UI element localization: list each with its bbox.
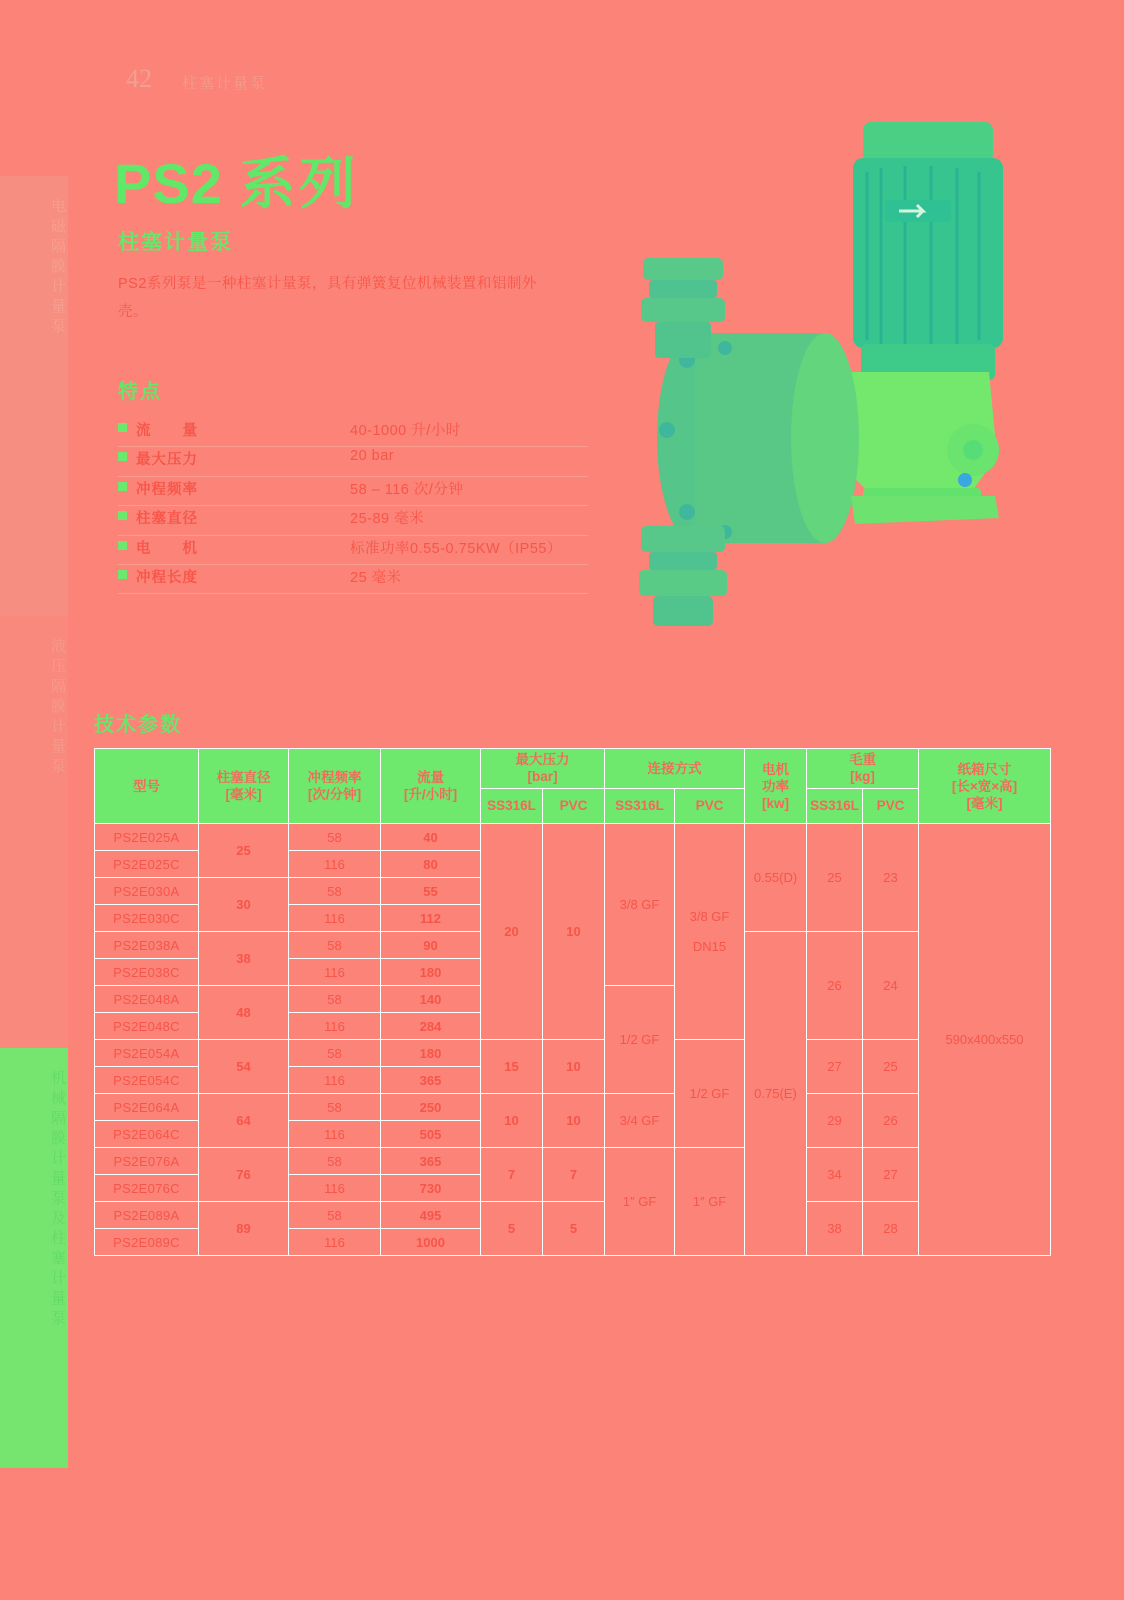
cell-model: PS2E076A xyxy=(95,1148,199,1175)
col-motor-line3: [kw] xyxy=(762,795,789,811)
col-motor-line2: 功率 xyxy=(762,778,789,794)
square-bullet-icon xyxy=(118,423,127,432)
cell-flow: 365 xyxy=(381,1067,481,1094)
col-weight-line2: [kg] xyxy=(850,769,875,785)
subcol-pressure-pvc: PVC xyxy=(543,788,605,823)
cell-connection-pvc-line2: DN15 xyxy=(692,939,727,954)
cell-flow: 90 xyxy=(381,932,481,959)
cell-stroke: 116 xyxy=(289,851,381,878)
cell-motor-power: 0.55(D) xyxy=(745,824,807,932)
table-row xyxy=(95,1202,1051,1229)
cell-stroke: 116 xyxy=(289,905,381,932)
square-bullet-icon xyxy=(118,570,127,579)
cell-stroke: 58 xyxy=(289,1094,381,1121)
feature-label: 流 量 xyxy=(136,423,198,439)
cell-pressure-pvc: 10 xyxy=(543,1094,605,1148)
subcol-weight-ss316l: SS316L xyxy=(807,788,863,823)
cell-stroke: 58 xyxy=(289,878,381,905)
feature-label: 柱塞直径 xyxy=(136,511,198,528)
cell-plunger: 30 xyxy=(199,878,289,932)
cell-model: PS2E048A xyxy=(95,986,199,1013)
square-bullet-icon xyxy=(118,511,127,520)
col-motor-power xyxy=(745,749,807,824)
cell-plunger: 48 xyxy=(199,986,289,1040)
col-carton-line2: [长×宽×高] xyxy=(951,778,1018,794)
col-flow-line2: [升/小时] xyxy=(403,787,458,802)
cell-flow: 180 xyxy=(381,1040,481,1067)
cell-weight-pvc: 25 xyxy=(863,1040,919,1094)
spec-table-head xyxy=(95,749,1051,824)
cell-pressure-pvc: 7 xyxy=(543,1148,605,1202)
spec-heading: 技术参数 xyxy=(94,714,182,736)
feature-value: 标准功率0.55-0.75KW（IP55） xyxy=(350,540,562,557)
col-plunger-diameter xyxy=(199,749,289,824)
cell-weight-pvc: 26 xyxy=(863,1094,919,1148)
cell-weight-pvc: 23 xyxy=(863,824,919,932)
cell-plunger: 54 xyxy=(199,1040,289,1094)
cell-flow: 250 xyxy=(381,1094,481,1121)
cell-model: PS2E025C xyxy=(95,851,199,878)
features-heading: 特点 xyxy=(118,381,162,403)
cell-flow: 180 xyxy=(381,959,481,986)
subcol-pressure-ss316l: SS316L xyxy=(481,788,543,823)
cell-connection-pvc: 1″ GF xyxy=(675,1148,745,1256)
cell-connection-ss316l: 3/4 GF xyxy=(605,1094,675,1148)
side-tab-hydraulic-diaphragm[interactable]: 液压隔膜计量泵 xyxy=(0,616,68,1048)
spec-table xyxy=(94,748,1051,1256)
cell-weight-ss316l: 25 xyxy=(807,824,863,932)
cell-stroke: 116 xyxy=(289,1175,381,1202)
side-tab-solenoid-diaphragm[interactable]: 电磁隔膜计量泵 xyxy=(0,176,68,616)
col-stroke-line1: 冲程频率 xyxy=(307,770,362,785)
cell-plunger: 38 xyxy=(199,932,289,986)
cell-weight-ss316l: 26 xyxy=(807,932,863,1040)
page-number: 42 xyxy=(126,64,152,93)
cell-model: PS2E038C xyxy=(95,959,199,986)
cell-flow: 80 xyxy=(381,851,481,878)
cell-model: PS2E076C xyxy=(95,1175,199,1202)
cell-stroke: 116 xyxy=(289,1013,381,1040)
cell-stroke: 58 xyxy=(289,824,381,851)
feature-value: 25 毫米 xyxy=(350,569,402,586)
cell-model: PS2E064C xyxy=(95,1121,199,1148)
col-model: 型号 xyxy=(95,749,199,824)
feature-value: 40-1000 升/小时 xyxy=(350,423,461,439)
cell-pressure-pvc: 5 xyxy=(543,1202,605,1256)
cell-stroke: 58 xyxy=(289,932,381,959)
feature-value: 25-89 毫米 xyxy=(350,511,425,528)
cell-stroke: 116 xyxy=(289,1121,381,1148)
col-motor-line1: 电机 xyxy=(762,761,789,777)
col-weight-line1: 毛重 xyxy=(849,752,876,768)
cell-weight-ss316l: 27 xyxy=(807,1040,863,1094)
feature-value: 20 bar xyxy=(350,448,395,465)
cell-weight-pvc: 28 xyxy=(863,1202,919,1256)
col-stroke-frequency xyxy=(289,749,381,824)
cell-plunger: 25 xyxy=(199,824,289,878)
feature-value: 58 – 116 次/分钟 xyxy=(350,481,464,498)
cell-motor-power: 0.75(E) xyxy=(745,932,807,1256)
cell-stroke: 116 xyxy=(289,959,381,986)
cell-model: PS2E089A xyxy=(95,1202,199,1229)
side-tab-mechanical-diaphragm-plunger[interactable]: 机械隔膜计量泵及柱塞计量泵 xyxy=(0,1048,68,1468)
col-plunger-line2: [毫米] xyxy=(225,787,262,802)
feature-row xyxy=(118,447,588,476)
feature-row xyxy=(118,477,588,506)
cell-weight-ss316l: 38 xyxy=(807,1202,863,1256)
cell-flow: 495 xyxy=(381,1202,481,1229)
cell-carton-size: 590x400x550 xyxy=(919,824,1051,1256)
cell-model: PS2E048C xyxy=(95,1013,199,1040)
col-carton-line1: 纸箱尺寸 xyxy=(957,761,1012,777)
cell-flow: 112 xyxy=(381,905,481,932)
page-title-series: 系列 xyxy=(239,152,360,215)
cell-pressure-pvc: 10 xyxy=(543,1040,605,1094)
col-flow-line1: 流量 xyxy=(417,770,444,785)
cell-pressure-ss316l: 20 xyxy=(481,824,543,1040)
intro-paragraph: PS2系列泵是一种柱塞计量泵，具有弹簧复位机械装置和铝制外壳。 xyxy=(118,276,537,320)
feature-label: 最大压力 xyxy=(136,452,198,469)
feature-label: 冲程长度 xyxy=(136,569,198,586)
cell-connection-ss316l: 1″ GF xyxy=(605,1148,675,1256)
table-row xyxy=(95,1148,1051,1175)
feature-row xyxy=(118,506,588,535)
feature-label: 电 机 xyxy=(136,540,198,557)
cell-weight-ss316l: 29 xyxy=(807,1094,863,1148)
subcol-weight-pvc: PVC xyxy=(863,788,919,823)
table-row xyxy=(95,824,1051,851)
product-photo-plunger-pump xyxy=(575,100,1045,660)
cell-model: PS2E089C xyxy=(95,1229,199,1256)
cell-weight-pvc: 27 xyxy=(863,1148,919,1202)
cell-connection-pvc-line1: 3/8 GF xyxy=(689,909,730,924)
table-row xyxy=(95,1040,1051,1067)
feature-row xyxy=(118,565,588,594)
feature-row xyxy=(118,536,588,565)
features-list xyxy=(118,418,588,594)
feature-label: 冲程频率 xyxy=(136,481,198,498)
cell-flow: 1000 xyxy=(381,1229,481,1256)
col-stroke-line2: [次/分钟] xyxy=(307,787,362,802)
cell-flow: 365 xyxy=(381,1148,481,1175)
cell-connection-ss316l: 3/8 GF xyxy=(605,824,675,986)
cell-plunger: 76 xyxy=(199,1148,289,1202)
page-subtitle: 柱塞计量泵 xyxy=(118,231,233,254)
square-bullet-icon xyxy=(118,482,127,491)
table-row xyxy=(95,1094,1051,1121)
cell-model: PS2E025A xyxy=(95,824,199,851)
col-flow xyxy=(381,749,481,824)
cell-stroke: 116 xyxy=(289,1067,381,1094)
col-carton-size xyxy=(919,749,1051,824)
col-gross-weight xyxy=(807,749,919,789)
side-tab-strip xyxy=(0,176,68,1468)
cell-model: PS2E054A xyxy=(95,1040,199,1067)
cell-model: PS2E038A xyxy=(95,932,199,959)
cell-model: PS2E064A xyxy=(95,1094,199,1121)
cell-connection-pvc: 1/2 GF xyxy=(675,1040,745,1148)
cell-flow: 730 xyxy=(381,1175,481,1202)
cell-plunger: 89 xyxy=(199,1202,289,1256)
cell-flow: 284 xyxy=(381,1013,481,1040)
cell-flow: 55 xyxy=(381,878,481,905)
col-carton-line3: [毫米] xyxy=(966,795,1003,811)
cell-model: PS2E030C xyxy=(95,905,199,932)
section-label: 柱塞计量泵 xyxy=(182,75,268,92)
square-bullet-icon xyxy=(118,541,127,550)
spec-table-body xyxy=(95,824,1051,1256)
cell-stroke: 58 xyxy=(289,986,381,1013)
cell-model: PS2E030A xyxy=(95,878,199,905)
cell-stroke: 58 xyxy=(289,1148,381,1175)
cell-pressure-ss316l: 15 xyxy=(481,1040,543,1094)
cell-pressure-ss316l: 5 xyxy=(481,1202,543,1256)
col-max-pressure xyxy=(481,749,605,789)
page-title-main: PS2 xyxy=(114,152,223,215)
page-title xyxy=(114,140,359,220)
col-pressure-line2: [bar] xyxy=(527,769,558,785)
col-pressure-line1: 最大压力 xyxy=(515,752,570,768)
square-bullet-icon xyxy=(118,452,127,461)
subcol-connection-ss316l: SS316L xyxy=(605,788,675,823)
cell-plunger: 64 xyxy=(199,1094,289,1148)
cell-stroke: 116 xyxy=(289,1229,381,1256)
cell-model: PS2E054C xyxy=(95,1067,199,1094)
cell-pressure-pvc: 10 xyxy=(543,824,605,1040)
cell-pressure-ss316l: 10 xyxy=(481,1094,543,1148)
cell-flow: 505 xyxy=(381,1121,481,1148)
cell-weight-pvc: 24 xyxy=(863,932,919,1040)
cell-stroke: 58 xyxy=(289,1202,381,1229)
cell-flow: 40 xyxy=(381,824,481,851)
subcol-connection-pvc: PVC xyxy=(675,788,745,823)
feature-row xyxy=(118,418,588,447)
cell-flow: 140 xyxy=(381,986,481,1013)
cell-weight-ss316l: 34 xyxy=(807,1148,863,1202)
cell-connection-ss316l: 1/2 GF xyxy=(605,986,675,1094)
cell-connection-pvc xyxy=(675,824,745,1040)
cell-stroke: 58 xyxy=(289,1040,381,1067)
cell-pressure-ss316l: 7 xyxy=(481,1148,543,1202)
col-plunger-line1: 柱塞直径 xyxy=(216,770,271,785)
col-connection: 连接方式 xyxy=(605,749,745,789)
